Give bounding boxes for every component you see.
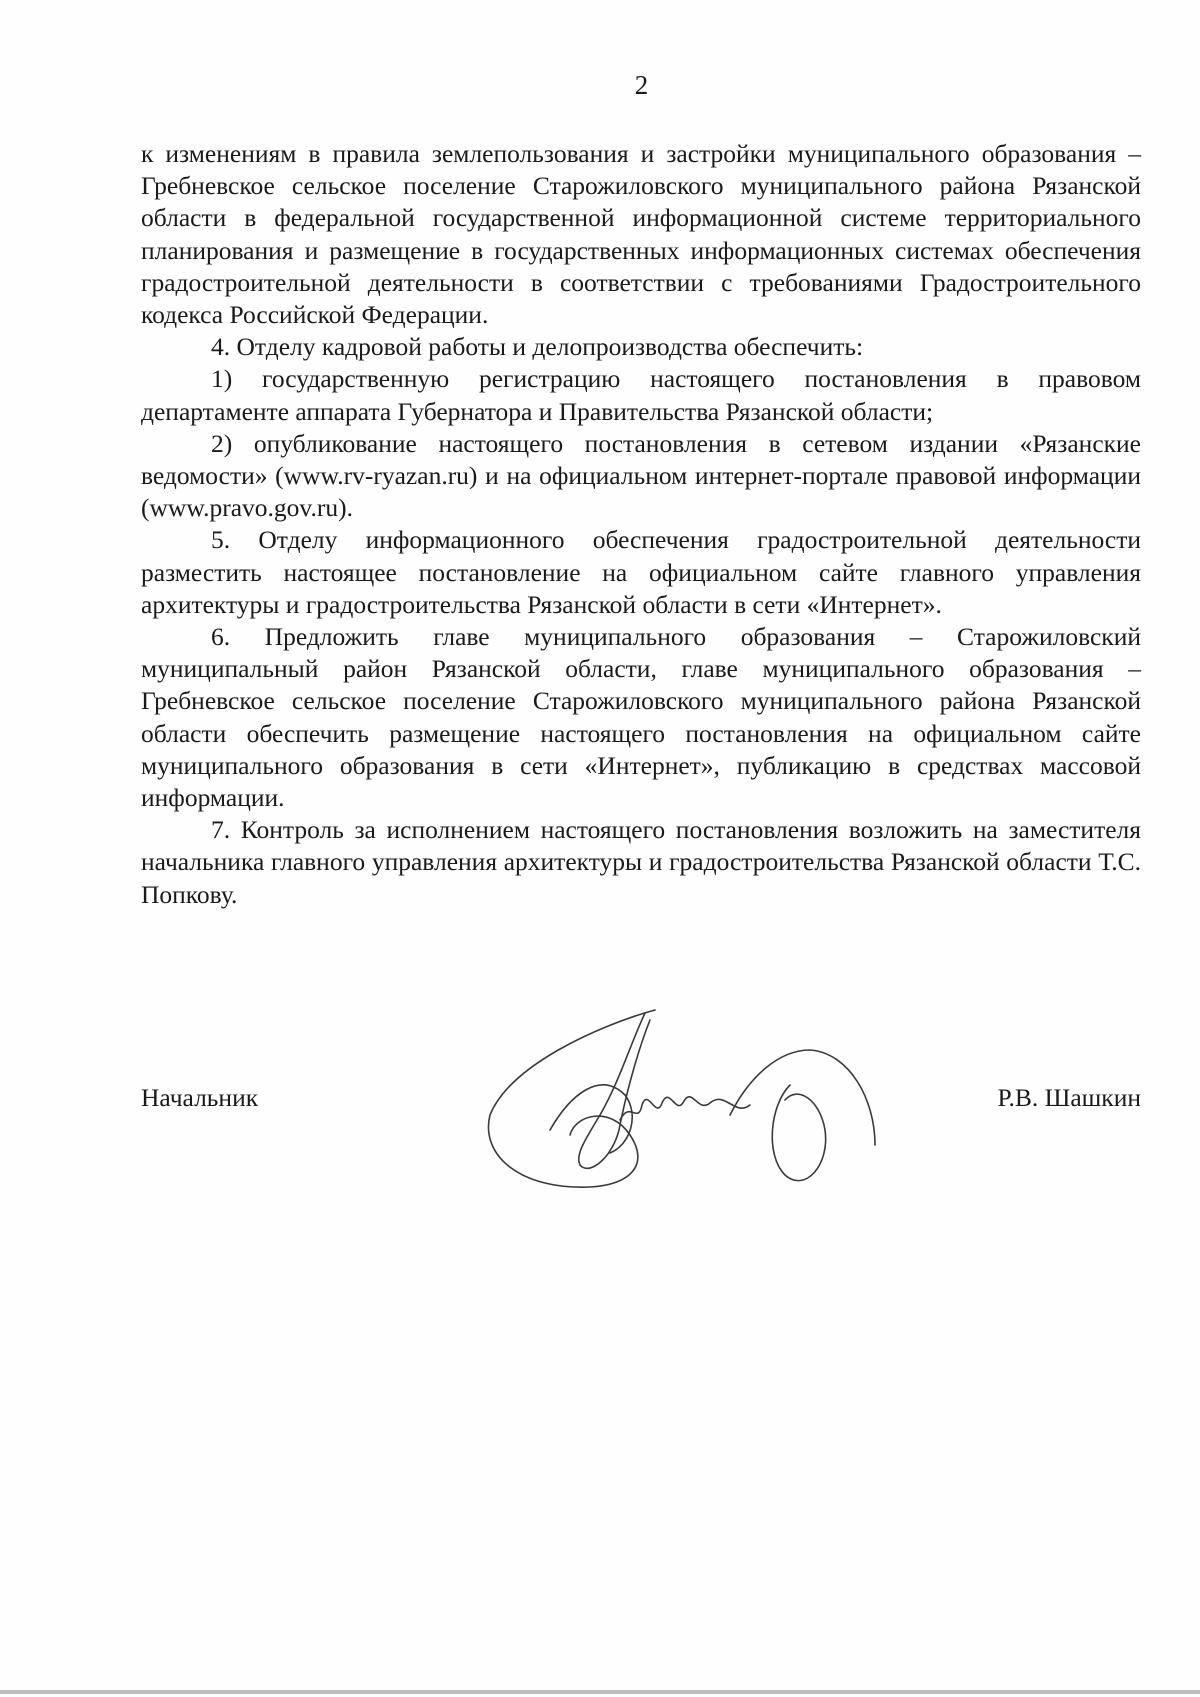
handwritten-signature [480,1005,920,1205]
signatory-position: Начальник [141,1083,259,1112]
paragraph-item-7: 7. Контроль за исполнением настоящего постановления возложить на заместителя начальника главного управления архитектуры и градостроительства Рязанской области Т.С. Попкову. [141,815,1141,909]
signatory-name: Р.В. Шашкин [997,1083,1141,1112]
page-number: 2 [634,70,649,100]
paragraph-continuation: к изменениям в правила землепользования и застройки муниципального образования – Гребневское сельское поселение Старожиловского муниципального района Рязанской области в федеральной государственной информационной системе территориального планирования и размещение в государственных информационных системах обеспечения градостроительной деятельности в соответствии с требованиями Градостроительного кодекса Российской Федерации. [141,139,1141,330]
paragraph-item-4: 4. Отделу кадровой работы и делопроизводства обеспечить: [211,332,864,362]
paragraph-item-5: 5. Отделу информационного обеспечения градостроительной деятельности разместить настоящее постановление на официальном сайте главного управления архитектуры и градостроительства Рязанской области в сети «Интернет». [141,525,1141,619]
document-body [141,138,1141,911]
paragraph-item-4-2: 2) опубликование настоящего постановления в сетевом издании «Рязанские ведомости» (www.rv-ryazan.ru) и на официальном интернет-портале правовой информации (www.pravo.gov.ru). [141,428,1141,523]
page-bottom-edge [0,1690,1200,1694]
paragraph-item-6: 6. Предложить главе муниципального образования – Старожиловский муниципальный район Рязанской области, главе муниципального образования – Гребневское сельское поселение Старожиловского муниципального района Рязанской области обеспечить размещение настоящего постановления на официальном сайте муниципального образования в сети «Интернет», публикацию в средствах массовой информации. [141,622,1141,813]
paragraph-item-4-1: 1) государственную регистрацию настоящего постановления в правовом департаменте аппарата Губернатора и Правительства Рязанской области; [141,364,1141,426]
